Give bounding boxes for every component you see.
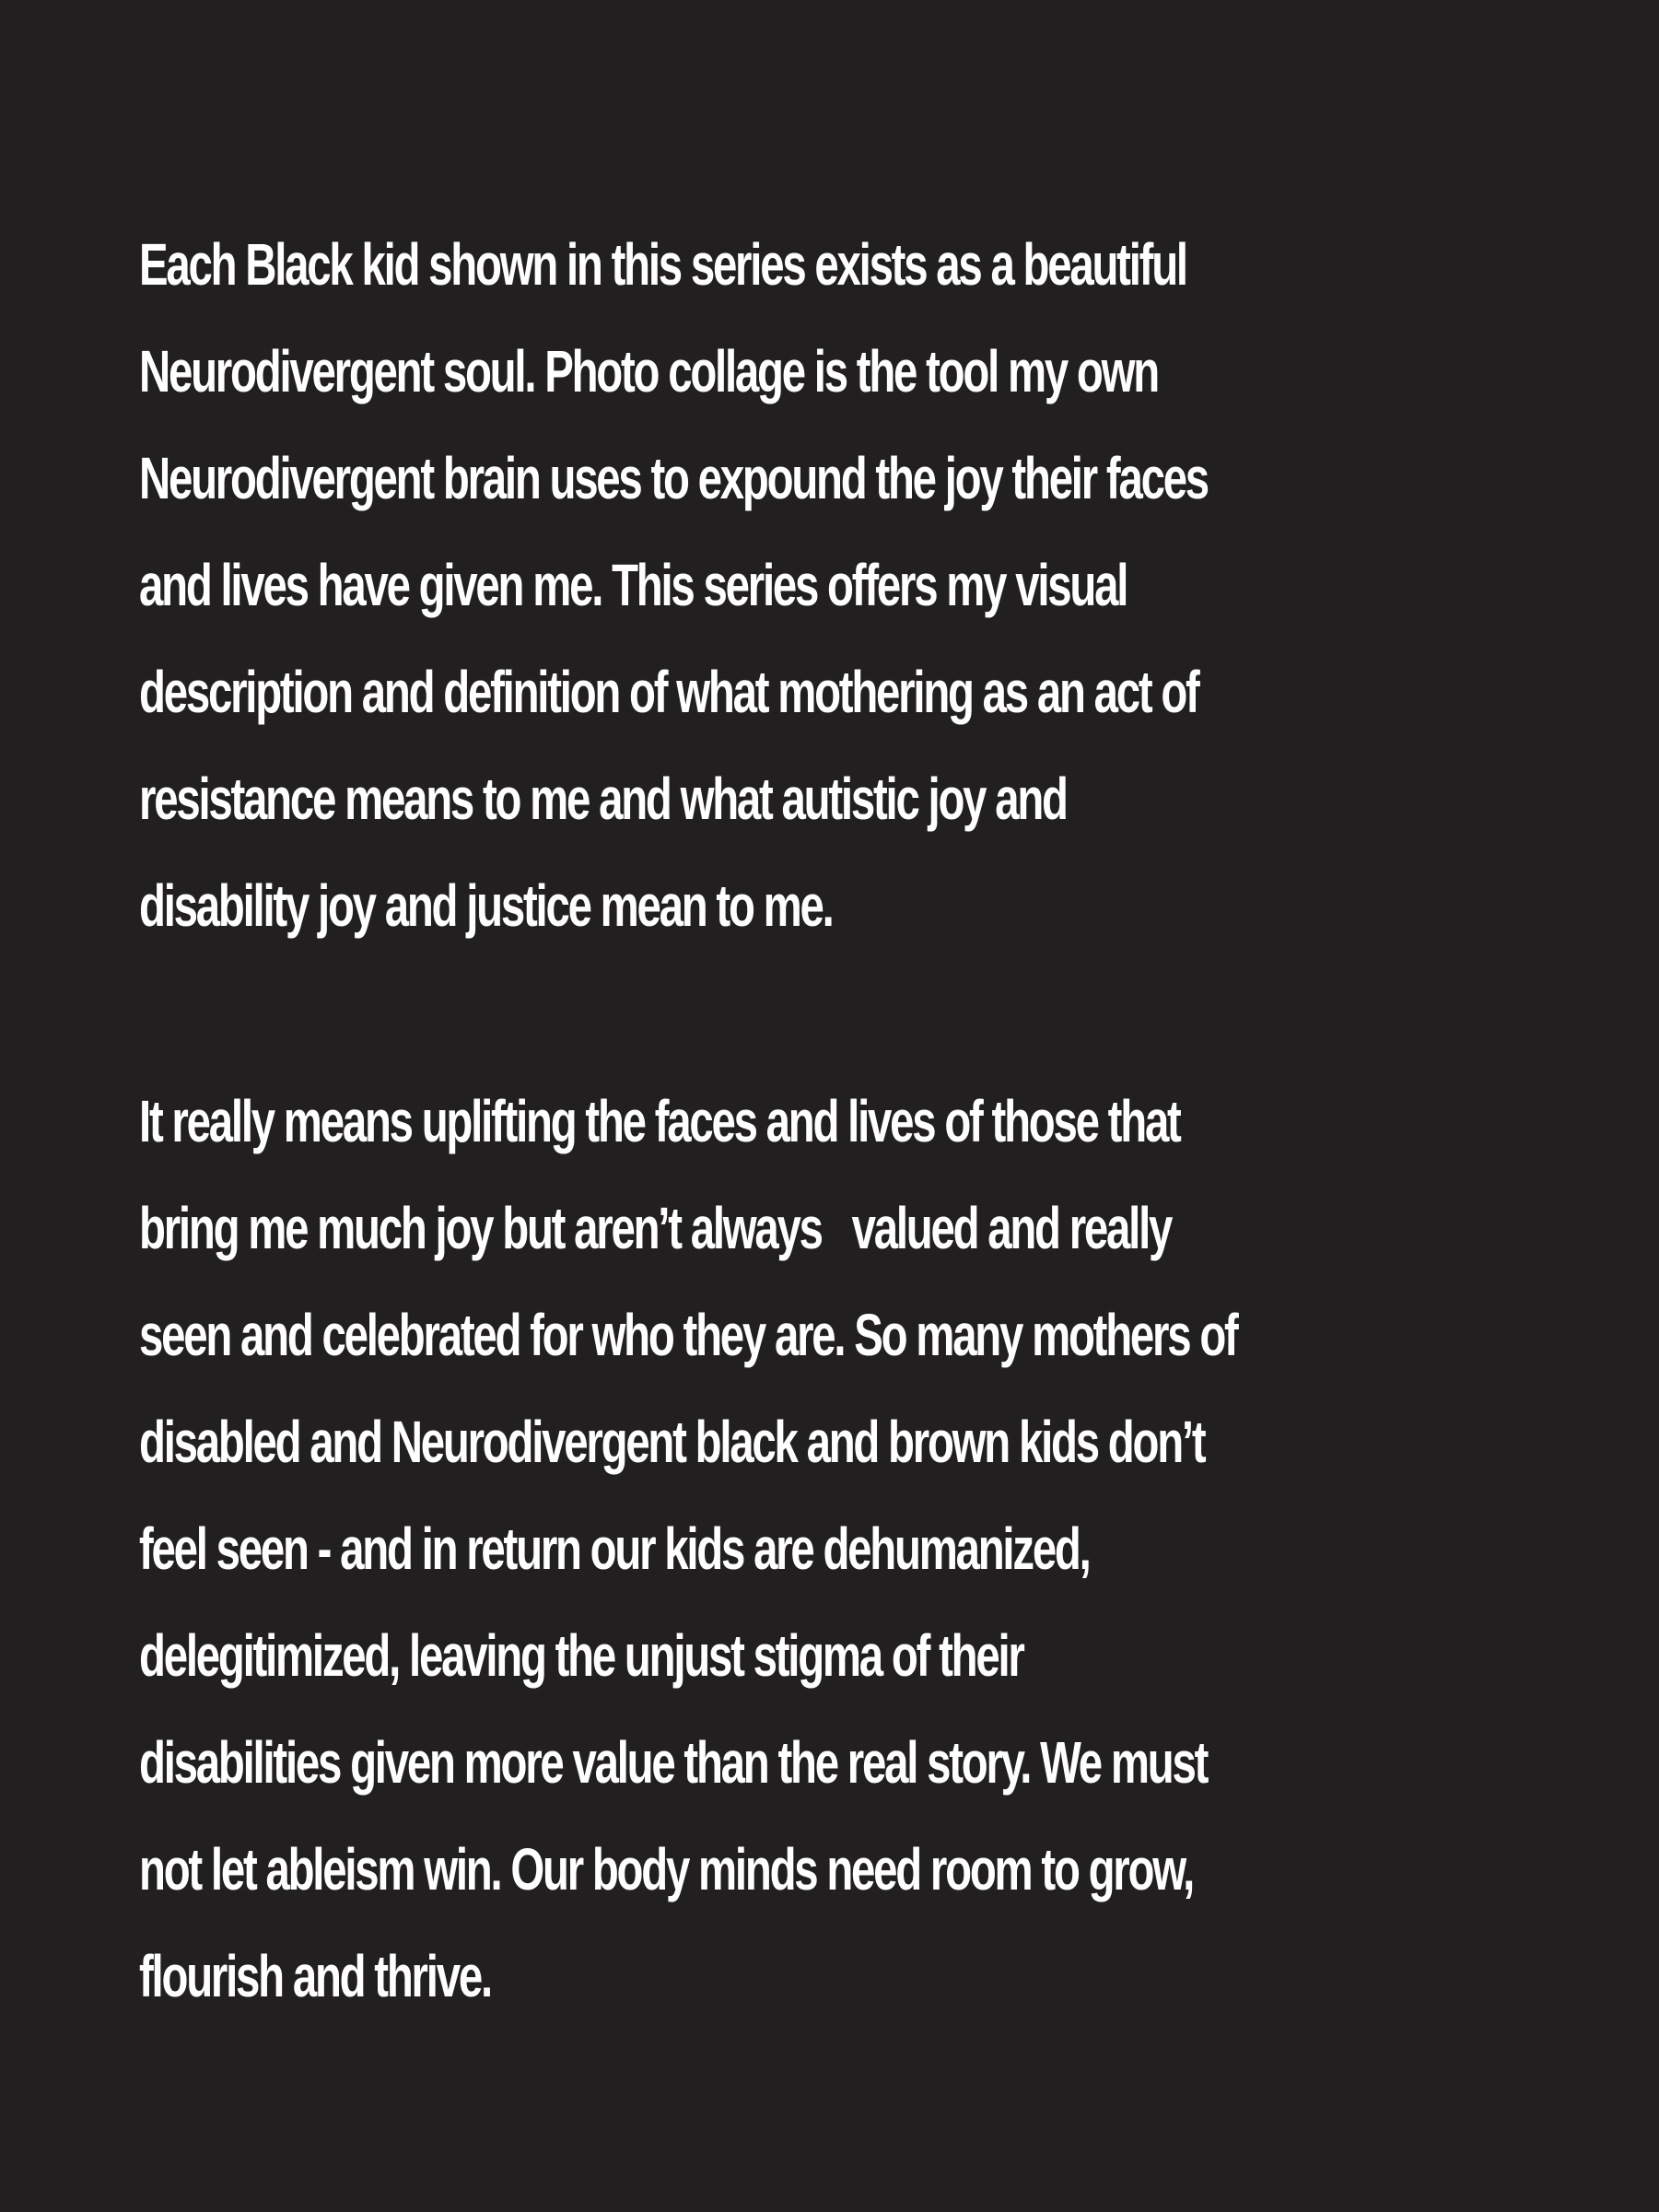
text-line: disabilities given more value than the real story. We must bbox=[139, 1729, 1208, 1796]
statement-paragraph-2 bbox=[139, 1089, 1521, 2051]
text-line: delegitimized, leaving the unjust stigma of their bbox=[139, 1622, 1023, 1689]
text-line: disabled and Neurodivergent black and brown kids don’t bbox=[139, 1409, 1205, 1475]
text-line: resistance means to me and what autistic joy and bbox=[139, 766, 1067, 832]
text-line: description and definition of what mothering as an act of bbox=[139, 659, 1198, 725]
text-line: not let ableism win. Our body minds need room to grow, bbox=[139, 1836, 1194, 1902]
text-line: and lives have given me. This series offers my visual bbox=[139, 552, 1127, 618]
text-line: disability joy and justice mean to me. bbox=[139, 872, 833, 939]
text-line: bring me much joy but aren’t always valued and really bbox=[139, 1195, 1172, 1261]
text-line: feel seen - and in return our kids are dehumanized, bbox=[139, 1516, 1090, 1582]
text-line: Each Black kid shown in this series exists as a beautiful bbox=[139, 231, 1186, 298]
text-line: Neurodivergent brain uses to expound the joy their faces bbox=[139, 445, 1208, 511]
statement-paragraph-1 bbox=[139, 232, 1521, 980]
text-line: seen and celebrated for who they are. So many mothers of bbox=[139, 1302, 1237, 1368]
text-line: Neurodivergent soul. Photo collage is the tool my own bbox=[139, 338, 1158, 404]
text-line: It really means uplifting the faces and lives of those that bbox=[139, 1088, 1180, 1154]
text-line: flourish and thrive. bbox=[139, 1943, 491, 2009]
